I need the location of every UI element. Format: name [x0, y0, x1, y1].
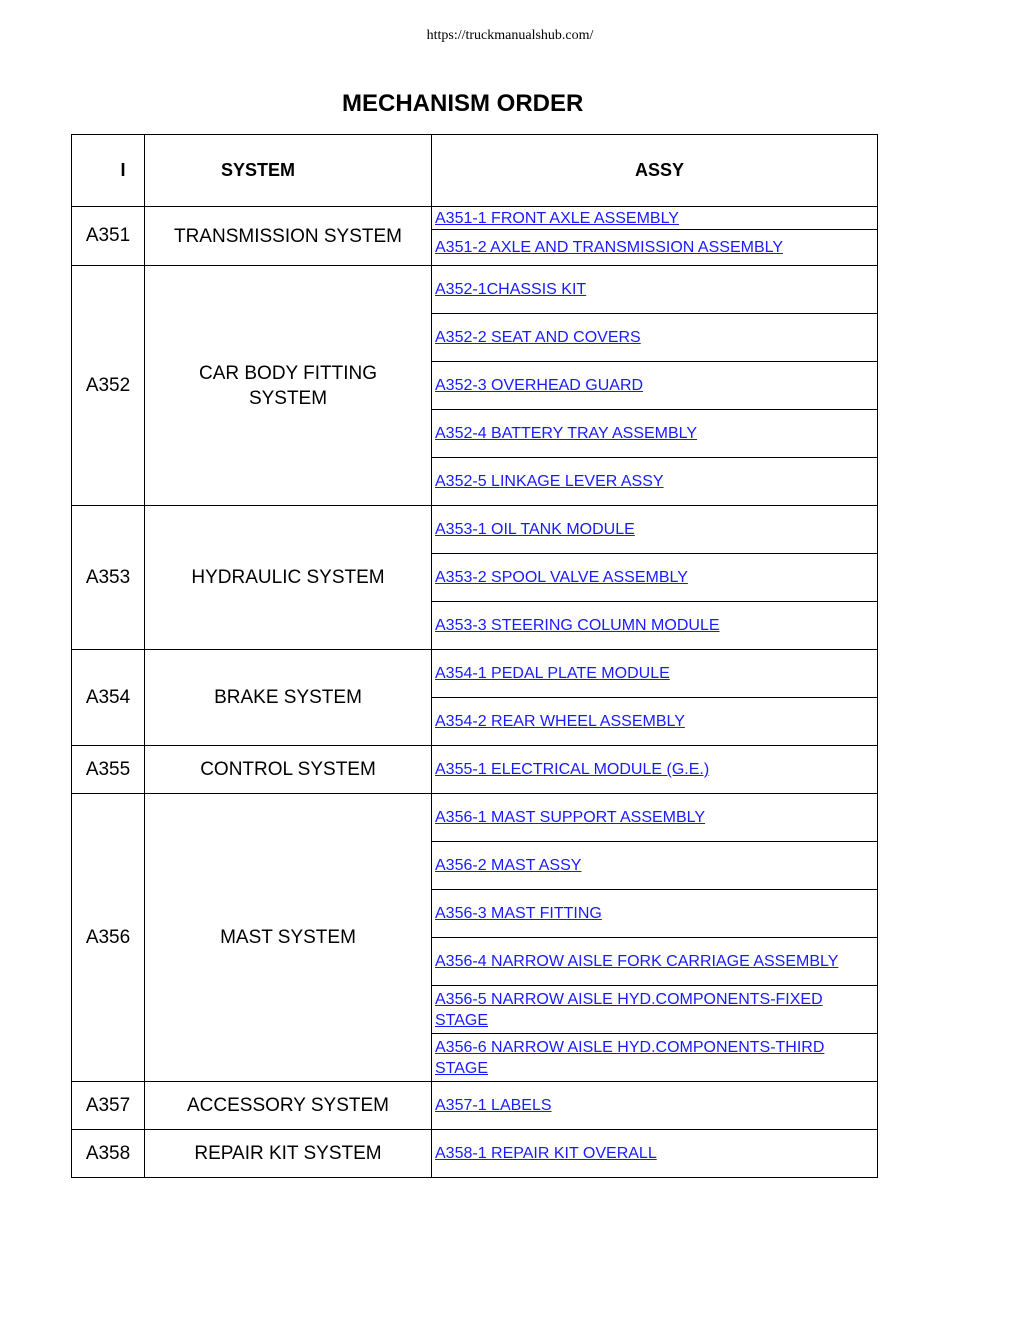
column-header-system: SYSTEM [145, 135, 432, 207]
mechanism-table [71, 134, 878, 1178]
assy-cell [432, 746, 878, 794]
assy-link[interactable]: A352-5 LINKAGE LEVER ASSY [435, 473, 664, 490]
table-row [72, 207, 878, 230]
assy-link[interactable]: A352-2 SEAT AND COVERS [435, 329, 641, 346]
assy-cell [432, 458, 878, 506]
assy-cell [432, 1130, 878, 1178]
assy-link[interactable]: A353-3 STEERING COLUMN MODULE [435, 617, 720, 634]
assy-cell [432, 794, 878, 842]
assy-cell [432, 410, 878, 458]
table-header-row [72, 135, 878, 207]
assy-link[interactable]: A358-1 REPAIR KIT OVERALL [435, 1145, 657, 1162]
table-row [72, 506, 878, 554]
group-code: A354 [72, 650, 145, 746]
assy-cell [432, 1034, 878, 1082]
group-system: ACCESSORY SYSTEM [145, 1082, 432, 1130]
assy-cell [432, 1082, 878, 1130]
group-system: TRANSMISSION SYSTEM [145, 207, 432, 266]
table-row [72, 746, 878, 794]
group-code: A351 [72, 207, 145, 266]
group-system: CAR BODY FITTING SYSTEM [145, 266, 432, 506]
table-row [72, 1082, 878, 1130]
assy-cell [432, 602, 878, 650]
assy-link[interactable]: A356-6 NARROW AISLE HYD.COMPONENTS-THIRD STAGE [435, 1038, 825, 1077]
assy-link[interactable]: A356-1 MAST SUPPORT ASSEMBLY [435, 809, 706, 826]
page-title: MECHANISM ORDER [342, 90, 584, 117]
assy-link[interactable]: A352-1CHASSIS KIT [435, 281, 587, 298]
table-row [72, 650, 878, 698]
group-system: HYDRAULIC SYSTEM [145, 506, 432, 650]
assy-link[interactable]: A351-1 FRONT AXLE ASSEMBLY [435, 209, 679, 227]
assy-link[interactable]: A353-1 OIL TANK MODULE [435, 521, 635, 538]
assy-link[interactable]: A356-4 NARROW AISLE FORK CARRIAGE ASSEMBLY [435, 953, 839, 970]
group-code: A352 [72, 266, 145, 506]
group-code: A358 [72, 1130, 145, 1178]
table-row [72, 1130, 878, 1178]
assy-link[interactable]: A356-2 MAST ASSY [435, 857, 582, 874]
assy-link[interactable]: A356-3 MAST FITTING [435, 905, 602, 922]
group-system: CONTROL SYSTEM [145, 746, 432, 794]
assy-cell [432, 938, 878, 986]
assy-cell [432, 890, 878, 938]
group-code: A356 [72, 794, 145, 1082]
assy-cell [432, 266, 878, 314]
assy-cell [432, 362, 878, 410]
column-header-id: I [72, 135, 145, 207]
assy-link[interactable]: A355-1 ELECTRICAL MODULE (G.E.) [435, 761, 710, 778]
assy-cell [432, 698, 878, 746]
assy-cell [432, 314, 878, 362]
table-row [72, 266, 878, 314]
assy-cell [432, 650, 878, 698]
assy-link[interactable]: A356-5 NARROW AISLE HYD.COMPONENTS-FIXED STAGE [435, 990, 823, 1029]
assy-link[interactable]: A354-1 PEDAL PLATE MODULE [435, 665, 670, 682]
assy-cell [432, 506, 878, 554]
assy-link[interactable]: A352-3 OVERHEAD GUARD [435, 377, 644, 394]
assy-cell [432, 986, 878, 1034]
assy-link[interactable]: A353-2 SPOOL VALVE ASSEMBLY [435, 569, 688, 586]
assy-link[interactable]: A357-1 LABELS [435, 1097, 552, 1114]
group-system: MAST SYSTEM [145, 794, 432, 1082]
assy-cell [432, 842, 878, 890]
table-row [72, 794, 878, 842]
group-system: REPAIR KIT SYSTEM [145, 1130, 432, 1178]
column-header-assy: ASSY [432, 135, 878, 207]
group-system: BRAKE SYSTEM [145, 650, 432, 746]
assy-link[interactable]: A352-4 BATTERY TRAY ASSEMBLY [435, 425, 698, 442]
assy-cell [432, 230, 878, 266]
assy-cell [432, 207, 878, 230]
header-url: https://truckmanualshub.com/ [426, 28, 594, 43]
assy-link[interactable]: A354-2 REAR WHEEL ASSEMBLY [435, 713, 685, 730]
group-code: A357 [72, 1082, 145, 1130]
assy-link[interactable]: A351-2 AXLE AND TRANSMISSION ASSEMBLY [435, 239, 783, 256]
assy-cell [432, 554, 878, 602]
group-code: A353 [72, 506, 145, 650]
group-code: A355 [72, 746, 145, 794]
